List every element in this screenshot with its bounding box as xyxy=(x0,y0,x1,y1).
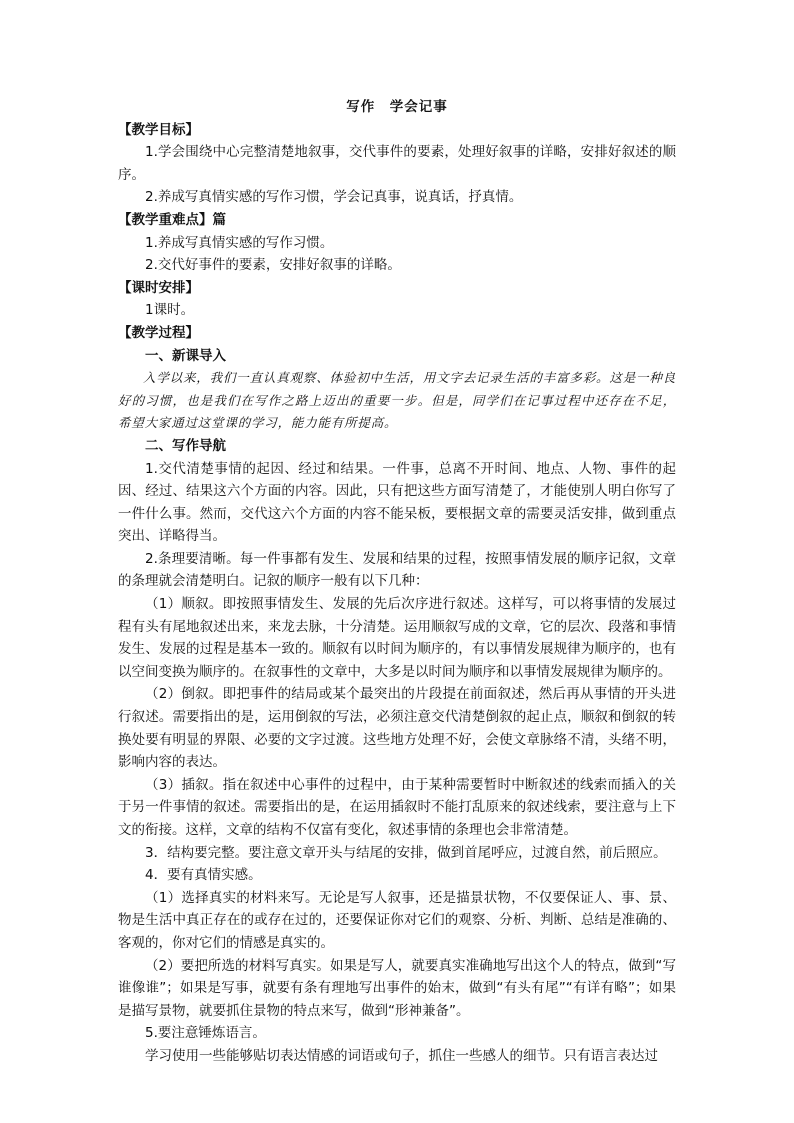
page-title: 写作 学会记事 xyxy=(346,99,448,115)
key-point-item-2: 2.交代好事件的要素，安排好叙事的详略。 xyxy=(145,257,401,274)
heading-writing-guide: 二、写作导航 xyxy=(145,437,226,454)
key-point-item-1: 1.养成写真情实感的写作习惯。 xyxy=(145,234,334,251)
heading-schedule: 【课时安排】 xyxy=(118,279,199,296)
heading-process: 【教学过程】 xyxy=(118,324,199,341)
guide-paragraph-4: （2）倒叙。即把事件的结局或某个最突出的片段提在前面叙述，然后再从事情的开头进行叙述。需要指出的是，运用倒叙的写法，必须注意交代清楚倒叙的起止点，顺叙和倒叙的转换处要有明显的界限、必要的文字过渡。这些地方处理不好，会使文章脉络不清，头绪不明，影响内容的表达。 xyxy=(118,686,676,771)
guide-paragraph-8: （1）选择真实的材料来写。无论是写人叙事，还是描景状物，不仅要保证人、事、景、物是生活中真正存在的或存在过的，还要保证你对它们的观察、分析、判断、总结是准确的、客观的，你对它们的情感是真实的。 xyxy=(118,889,676,951)
guide-paragraph-11: 学习使用一些能够贴切表达情感的词语或句子，抓住一些感人的细节。只有语言表达过 xyxy=(145,1047,658,1064)
goal-item-2: 2.养成写真情实感的写作习惯，学会记真事，说真话，抒真情。 xyxy=(145,189,523,206)
heading-key-points: 【教学重难点】篇 xyxy=(118,211,226,228)
guide-paragraph-9: （2）要把所选的材料写真实。如果是写人，就要真实准确地写出这个人的特点，做到“写谁像谁”；如果是写事，就要有条有理地写出事件的始末，做到“有头有尾”“有详有略”；如果是描写景物，就要抓住景物的特点来写，做到“形神兼备”。 xyxy=(118,957,676,1019)
guide-paragraph-5: （3）插叙。指在叙述中心事件的过程中，由于某种需要暂时中断叙述的线索而插入的关于另一件事情的叙述。需要指出的是，在运用插叙时不能打乱原来的叙述线索，要注意与上下文的衔接。这样，文章的结构不仅富有变化，叙述事情的条理也会非常清楚。 xyxy=(118,776,676,838)
guide-paragraph-6: 3．结构要完整。要注意文章开头与结尾的安排，做到首尾呼应，过渡自然，前后照应。 xyxy=(145,844,667,861)
document-page xyxy=(118,96,676,1068)
heading-new-lesson-intro: 一、新课导入 xyxy=(145,347,226,364)
heading-goals: 【教学目标】 xyxy=(118,121,199,138)
schedule-text: 1课时。 xyxy=(145,302,195,319)
goal-item-1: 1.学会围绕中心完整清楚地叙事，交代事件的要素，处理好叙事的详略，安排好叙述的顺序。 xyxy=(118,144,676,183)
intro-paragraph: 入学以来，我们一直认真观察、体验初中生活，用文字去记录生活的丰富多彩。这是一种良好的习惯，也是我们在写作之路上迈出的重要一步。但是，同学们在记事过程中还存在不足，希望大家通过这堂课的学习，能力能有所提高。 xyxy=(118,370,676,431)
guide-paragraph-7: 4．要有真情实感。 xyxy=(145,867,262,884)
guide-paragraph-1: 1.交代清楚事情的起因、经过和结果。一件事，总离不开时间、地点、人物、事件的起因、经过、结果这六个方面的内容。因此，只有把这些方面写清楚了，才能使别人明白你写了一件什么事。然而，交代这六个方面的内容不能呆板，要根据文章的需要灵活安排，做到重点突出、详略得当。 xyxy=(118,460,676,545)
guide-paragraph-10: 5.要注意锤炼语言。 xyxy=(145,1025,266,1042)
guide-paragraph-2: 2.条理要清晰。每一件事都有发生、发展和结果的过程，按照事情发展的顺序记叙，文章的条理就会清楚明白。记叙的顺序一般有以下几种： xyxy=(118,550,676,590)
guide-paragraph-3: （1）顺叙。即按照事情发生、发展的先后次序进行叙述。这样写，可以将事情的发展过程有头有尾地叙述出来，来龙去脉，十分清楚。运用顺叙写成的文章，它的层次、段落和事情发生、发展的过程是基本一致的。顺叙有以时间为顺序的，有以事情发展规律为顺序的，也有以空间变换为顺序的。在叙事性的文章中，大多是以时间为顺序和以事情发展规律为顺序的。 xyxy=(118,596,676,680)
